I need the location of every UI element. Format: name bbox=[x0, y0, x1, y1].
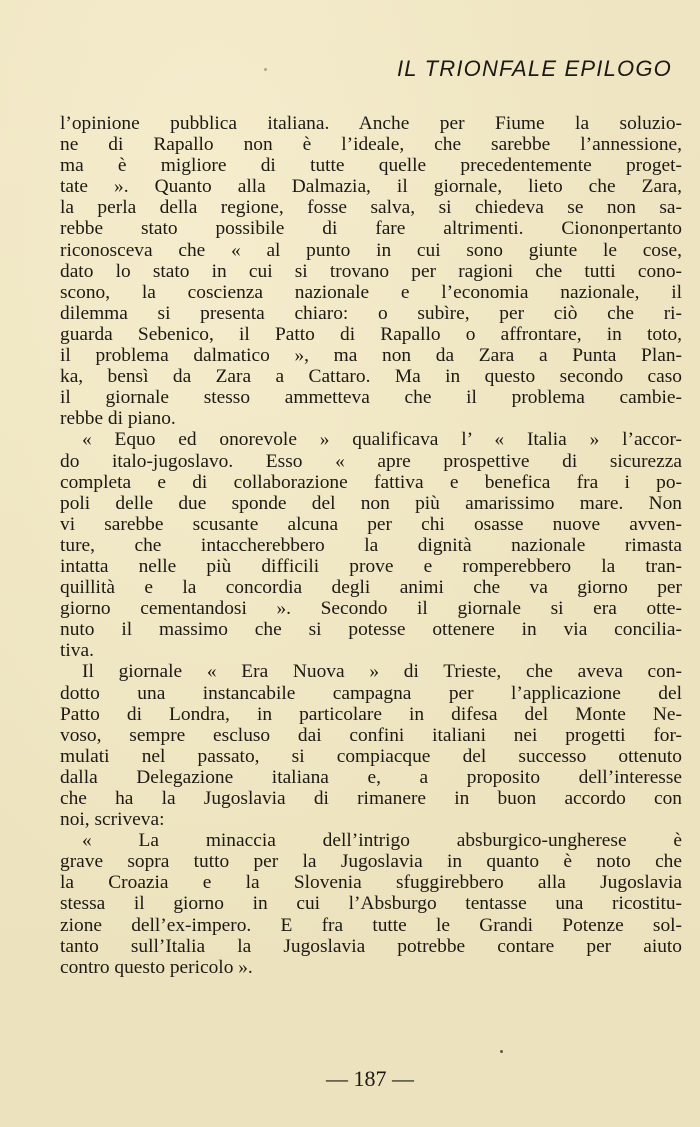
text-line: tiva. bbox=[60, 640, 94, 662]
paragraph bbox=[60, 661, 682, 830]
text-line: quillità e la concordia degli animi che va giorno per bbox=[60, 577, 682, 599]
paragraph bbox=[60, 113, 682, 429]
text-line: l’opinione pubblica italiana. Anche per Fiume la soluzio- bbox=[60, 113, 682, 134]
text-line: Il giornale « Era Nuova » di Trieste, che aveva con- bbox=[82, 661, 682, 683]
text-line: ne di Rapallo non è l’ideale, che sarebbe l’annessione, bbox=[60, 134, 682, 156]
text-line: tanto sull’Italia la Jugoslavia potrebbe contare per aiuto bbox=[60, 935, 682, 957]
text-line: tate ». Quanto alla Dalmazia, il giornale, lieto che Zara, bbox=[60, 176, 682, 198]
text-line: ture, che intaccherebbero la dignità nazionale rimasta bbox=[60, 534, 682, 556]
text-line: dilemma si presenta chiaro: o subìre, per ciò che ri- bbox=[60, 302, 682, 324]
paper-speck bbox=[500, 1050, 503, 1053]
text-line: poli delle due sponde del non più amarissimo mare. Non bbox=[60, 492, 682, 514]
running-head: IL TRIONFALE EPILOGO bbox=[396, 56, 672, 81]
text-line: dotto una instancabile campagna per l’applicazione del bbox=[60, 682, 682, 704]
text-line: che ha la Jugoslavia di rimanere in buon accordo con bbox=[60, 788, 682, 809]
text-line: rebbe di piano. bbox=[60, 408, 176, 430]
body-text bbox=[60, 113, 682, 978]
text-line: nuto il massimo che si potesse ottenere in via concilia- bbox=[60, 619, 682, 641]
text-line: dato lo stato in cui si trovano per ragioni che tutti cono- bbox=[60, 260, 682, 282]
text-line: zione dell’ex-impero. E fra tutte le Grandi Potenze sol- bbox=[60, 914, 682, 936]
text-line: guarda Sebenico, il Patto di Rapallo o affrontare, in toto, bbox=[60, 323, 682, 345]
paper-speck bbox=[264, 68, 267, 71]
text-line: la Croazia e la Slovenia sfuggirebbero alla Jugoslavia bbox=[60, 872, 682, 894]
text-line: noi, scriveva: bbox=[60, 809, 165, 831]
text-line: do italo-jugoslavo. Esso « apre prospettive di sicurezza bbox=[60, 450, 682, 472]
text-line: voso, sempre escluso dai confini italiani nei progetti for- bbox=[60, 724, 682, 746]
text-line: « La minaccia dell’intrigo absburgico-ungherese è bbox=[82, 830, 682, 852]
text-line: completa e di collaborazione fattiva e benefica fra i po- bbox=[60, 471, 682, 493]
page-number: — 187 — bbox=[326, 1066, 414, 1091]
text-line: riconosceva che « al punto in cui sono giunte le cose, bbox=[60, 239, 682, 261]
text-line: il giornale stesso ammetteva che il problema cambie- bbox=[60, 387, 682, 409]
text-line: ma è migliore di tutte quelle precedentemente proget- bbox=[60, 155, 682, 177]
text-line: il problema dalmatico », ma non da Zara a Punta Plan- bbox=[60, 345, 682, 367]
paragraph bbox=[60, 429, 682, 661]
text-line: mulati nel passato, si compiacque del successo ottenuto bbox=[60, 745, 682, 767]
text-line: Patto di Londra, in particolare in difesa del Monte Ne- bbox=[60, 703, 682, 725]
text-line: « Equo ed onorevole » qualificava l’ « Italia » l’accor- bbox=[82, 429, 682, 451]
text-line: vi sarebbe scusante alcuna per chi osasse nuove avven- bbox=[60, 513, 682, 535]
text-line: ka, bensì da Zara a Cattaro. Ma in questo secondo caso bbox=[60, 366, 682, 388]
text-line: rebbe stato possibile di fare altrimenti. Ciononpertanto bbox=[60, 218, 682, 240]
text-line: intatta nelle più difficili prove e romperebbero la tran- bbox=[60, 555, 682, 577]
text-line: grave sopra tutto per la Jugoslavia in quanto è noto che bbox=[60, 851, 682, 873]
text-line: contro questo pericolo ». bbox=[60, 956, 253, 978]
paragraph bbox=[60, 830, 682, 978]
text-line: la perla della regione, fosse salva, si chiedeva se non sa- bbox=[60, 197, 682, 219]
text-line: giorno cementandosi ». Secondo il giornale si era otte- bbox=[60, 598, 682, 620]
text-line: stessa il giorno in cui l’Absburgo tentasse una ricostitu- bbox=[60, 893, 682, 915]
text-line: scono, la coscienza nazionale e l’economia nazionale, il bbox=[60, 281, 682, 303]
text-line: dalla Delegazione italiana e, a proposito dell’interesse bbox=[60, 766, 682, 788]
